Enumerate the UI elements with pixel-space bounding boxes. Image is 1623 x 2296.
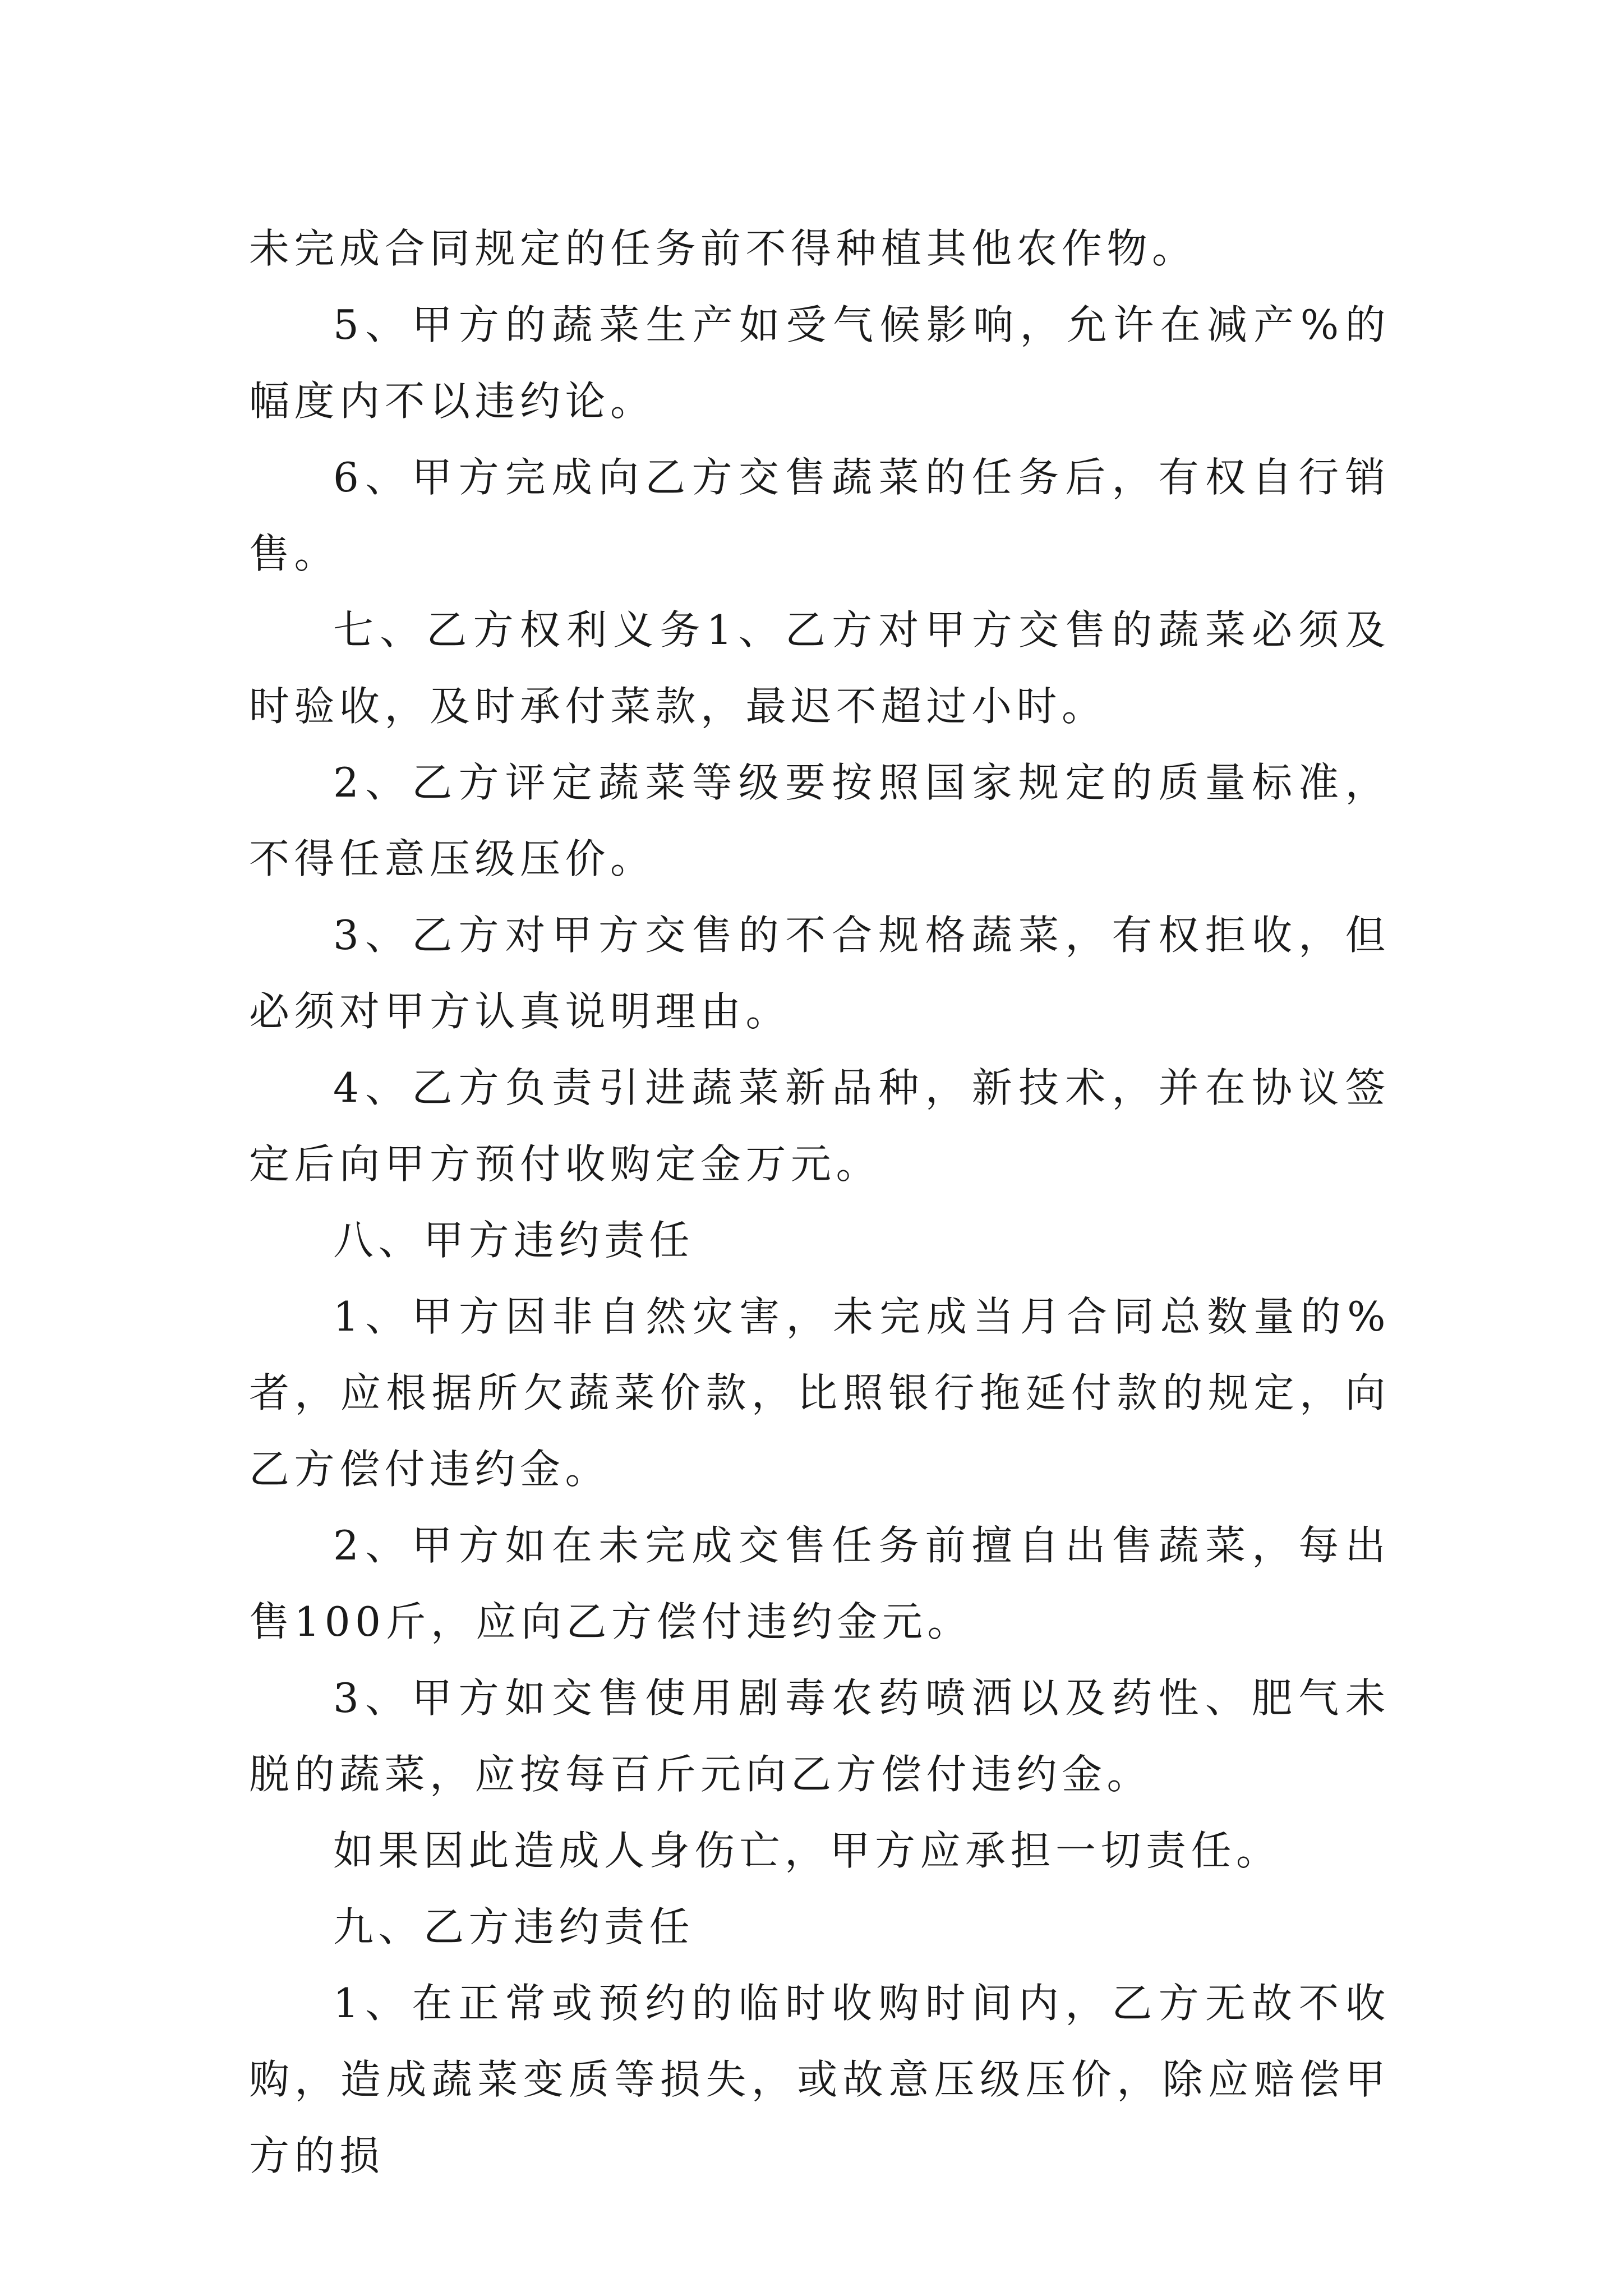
section-heading-8: 八、甲方违约责任 (333, 1217, 695, 1264)
document-body (249, 210, 1390, 2194)
paragraph-section-7-clause-4: 4、乙方负责引进蔬菜新品种，新技术，并在协议签定后向甲方预付收购定金万元。 (249, 1064, 1390, 1188)
paragraph-continuation: 未完成合同规定的任务前不得种植其他农作物。 (249, 225, 1197, 272)
paragraph-section-8-clause-3: 3、甲方如交售使用剧毒农药喷洒以及药性、肥气未脱的蔬菜，应按每百斤元向乙方偿付违约金。 (249, 1674, 1390, 1798)
paragraph-section-7-clause-2: 2、乙方评定蔬菜等级要按照国家规定的质量标准，不得任意压级压价。 (249, 759, 1390, 882)
paragraph-section-7: 七、乙方权利义务1、乙方对甲方交售的蔬菜必须及时验收，及时承付菜款，最迟不超过小时。 (249, 606, 1390, 730)
paragraph-clause-5: 5、甲方的蔬菜生产如受气候影响，允许在减产%的幅度内不以违约论。 (249, 301, 1390, 425)
paragraph-section-9-clause-1: 1、在正常或预约的临时收购时间内，乙方无故不收购，造成蔬菜变质等损失，或故意压级压价，除应赔偿甲方的损 (249, 1980, 1390, 2179)
paragraph-section-8-clause-2: 2、甲方如在未完成交售任务前擅自出售蔬菜，每出售100斤，应向乙方偿付违约金元。 (249, 1522, 1390, 1645)
paragraph-section-7-clause-3: 3、乙方对甲方交售的不合规格蔬菜，有权拒收，但必须对甲方认真说明理由。 (249, 912, 1390, 1035)
paragraph-section-8-clause-1: 1、甲方因非自然灾害，未完成当月合同总数量的%者，应根据所欠蔬菜价款，比照银行拖延付款的规定，向乙方偿付违约金。 (249, 1293, 1390, 1493)
paragraph-section-8-note: 如果因此造成人身伤亡，甲方应承担一切责任。 (333, 1827, 1281, 1874)
section-heading-9: 九、乙方违约责任 (333, 1903, 695, 1950)
paragraph-clause-6: 6、甲方完成向乙方交售蔬菜的任务后，有权自行销售。 (249, 454, 1390, 577)
